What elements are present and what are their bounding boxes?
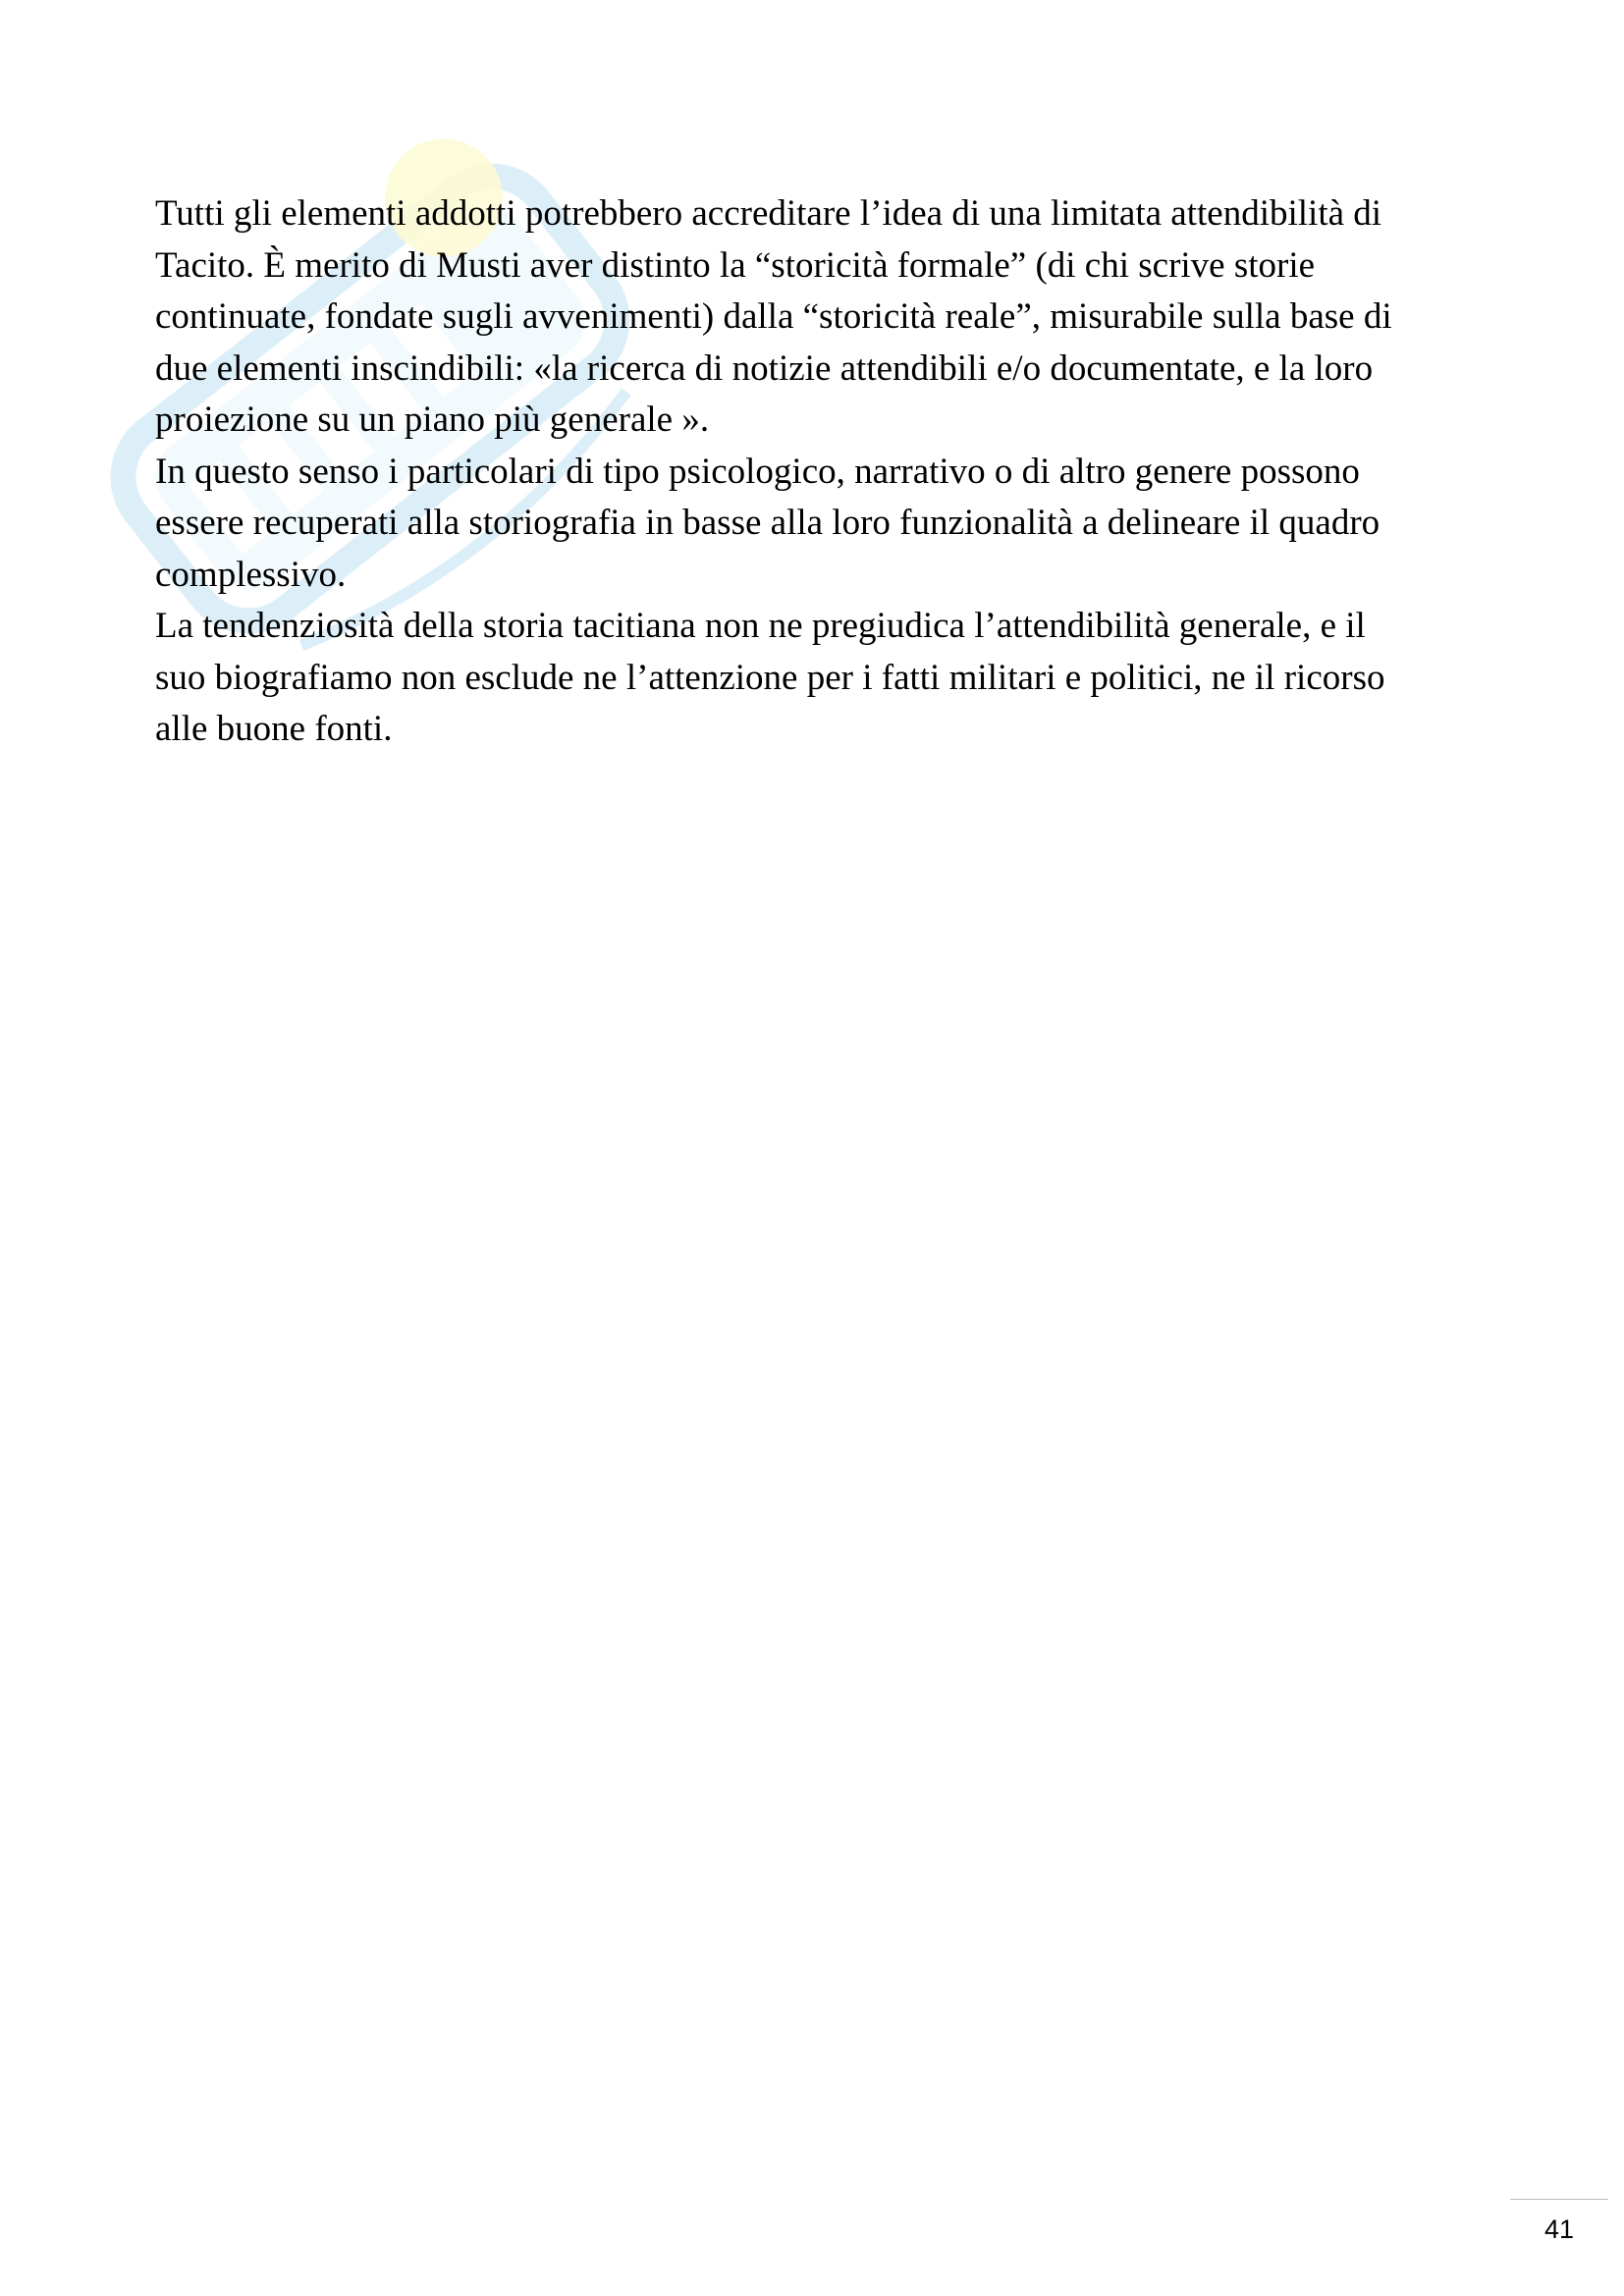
paragraph-1-line-3: continuate, fondate sugli avvenimenti) dalla “storicità reale”, misurabile sulla base di — [155, 296, 1392, 337]
page-number: 41 — [1543, 2215, 1575, 2244]
paragraph-3-line-2: suo biografiamo non esclude ne l’attenzione per i fatti militari e politici, ne il ricorso — [155, 657, 1385, 698]
body-text — [155, 188, 1530, 756]
paragraph-3-line-1: La tendenziosità della storia tacitiana non ne pregiudica l’attendibilità generale, e il — [155, 606, 1366, 646]
paragraph-2-line-3: complessivo. — [155, 554, 347, 595]
paragraph-1-line-1: Tutti gli elementi addotti potrebbero accreditare l’idea di una limitata attendibilità di — [155, 193, 1382, 234]
footer-rule — [1510, 2199, 1608, 2200]
paragraph-2-line-1: In questo senso i particolari di tipo psicologico, narrativo o di altro genere possono — [155, 451, 1360, 492]
paragraph-2-line-2: essere recuperati alla storiografia in basse alla loro funzionalità a delineare il quadro — [155, 503, 1380, 543]
paragraph-3-line-3: alle buone fonti. — [155, 709, 393, 749]
paragraph-1-line-5: proiezione su un piano più generale ». — [155, 400, 710, 440]
paragraph-1-line-2: Tacito. È merito di Musti aver distinto la “storicità formale” (di chi scrive storie — [155, 244, 1316, 286]
paragraph-1-line-4: due elementi inscindibili: «la ricerca di notizie attendibili e/o documentate, e la loro — [155, 347, 1374, 389]
